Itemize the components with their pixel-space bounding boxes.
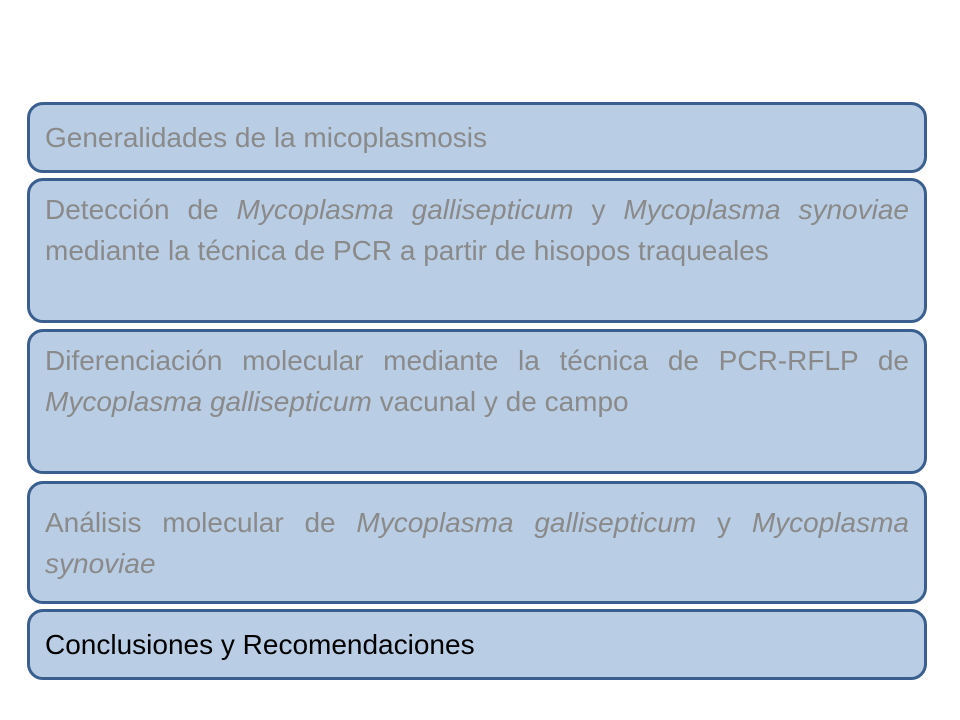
section-conclusiones-active xyxy=(27,609,927,680)
section-analisis-molecular-text: Análisis molecular de Mycoplasma gallisepticum y Mycoplasma synoviae xyxy=(45,507,909,579)
species-name: Mycoplasma synoviae xyxy=(45,507,909,579)
section-deteccion-pcr xyxy=(27,178,927,323)
species-name: Mycoplasma synoviae xyxy=(623,194,909,225)
species-name: Mycoplasma gallisepticum xyxy=(45,386,372,417)
section-diferenciacion-rflp xyxy=(27,329,927,474)
section-diferenciacion-rflp-text: Diferenciación molecular mediante la técnica de PCR-RFLP de Mycoplasma gallisepticum vacunal y de campo xyxy=(45,345,909,417)
section-conclusiones-text: Conclusiones y Recomendaciones xyxy=(45,629,475,660)
section-analisis-molecular xyxy=(27,481,927,604)
section-generalidades xyxy=(27,102,927,173)
species-name: Mycoplasma gallisepticum xyxy=(236,194,574,225)
species-name: Mycoplasma gallisepticum xyxy=(356,507,697,538)
section-deteccion-pcr-text: Detección de Mycoplasma gallisepticum y Mycoplasma synoviae mediante la técnica de PCR a partir de hisopos traqueales xyxy=(45,194,909,266)
section-generalidades-text: Generalidades de la micoplasmosis xyxy=(45,122,487,153)
